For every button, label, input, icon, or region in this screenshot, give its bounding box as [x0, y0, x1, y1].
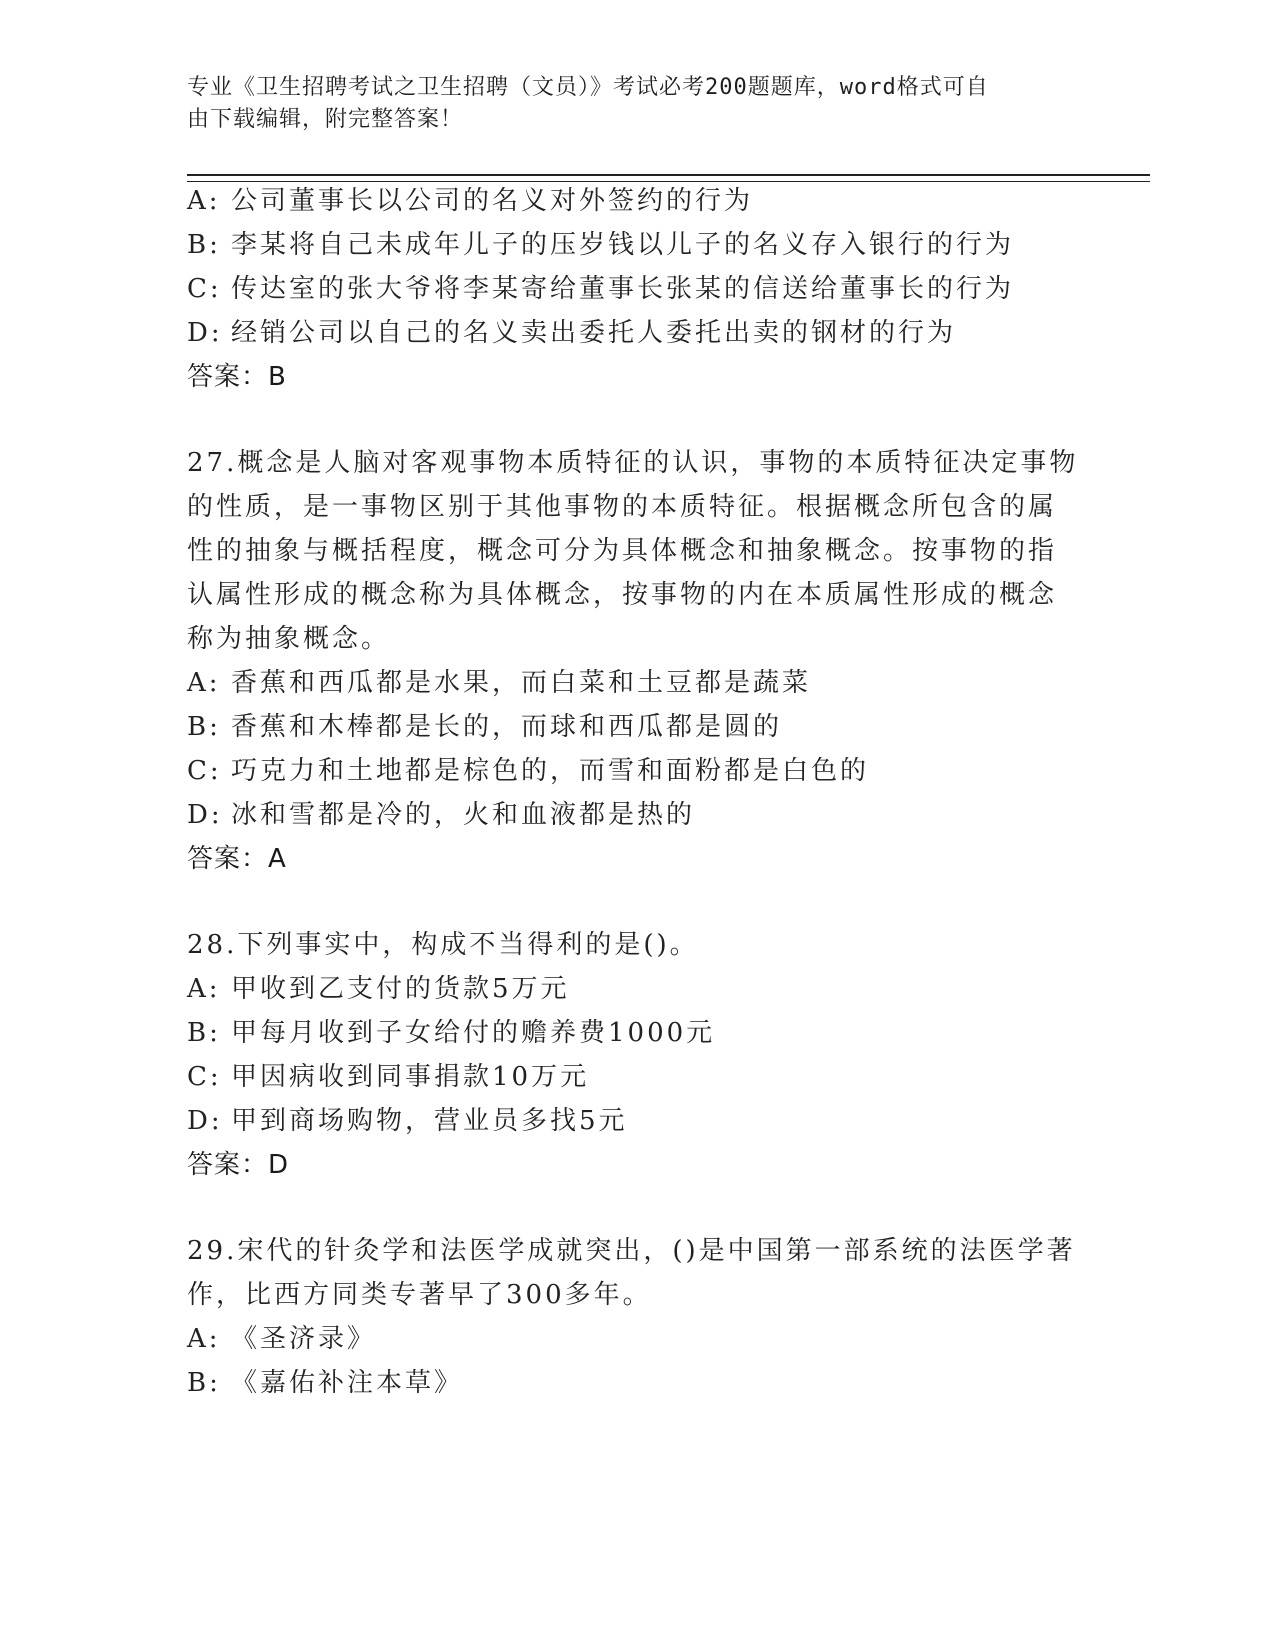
q27-stem-line-5: 称为抽象概念。 — [187, 624, 391, 654]
q29-stem-line-2: 作，比西方同类专著早了300多年。 — [187, 1280, 652, 1310]
q27-option-a: A: 香蕉和西瓜都是水果，而白菜和土豆都是蔬菜 — [187, 668, 812, 698]
header-line-1: 专业《卫生招聘考试之卫生招聘（文员）》考试必考200题题库，word格式可自 — [187, 75, 989, 100]
q28-stem-line-1: 28.下列事实中，构成不当得利的是()。 — [187, 930, 699, 960]
q29-option-b: B: 《嘉佑补注本草》 — [187, 1368, 464, 1398]
q26-option-d: D: 经销公司以自己的名义卖出委托人委托出卖的钢材的行为 — [187, 318, 957, 348]
document-header — [187, 72, 1087, 136]
header-line-2: 由下载编辑，附完整答案！ — [187, 107, 464, 132]
q29-stem-line-1: 29.宋代的针灸学和法医学成就突出，()是中国第一部系统的法医学著 — [187, 1236, 1076, 1266]
q27-option-c: C: 巧克力和土地都是棕色的，而雪和面粉都是白色的 — [187, 756, 870, 786]
header-divider-thin — [187, 181, 1150, 182]
q26-option-c: C: 传达室的张大爷将李某寄给董事长张某的信送给董事长的行为 — [187, 274, 1015, 304]
q26-option-a: A: 公司董事长以公司的名义对外签约的行为 — [187, 186, 754, 216]
q27-stem-line-3: 性的抽象与概括程度，概念可分为具体概念和抽象概念。按事物的指 — [187, 536, 1058, 566]
q28-option-d: D: 甲到商场购物，营业员多找5元 — [187, 1106, 628, 1136]
header-divider-thick — [187, 174, 1150, 176]
q27-stem-line-2: 的性质，是一事物区别于其他事物的本质特征。根据概念所包含的属 — [187, 492, 1058, 522]
q27-stem-line-4: 认属性形成的概念称为具体概念，按事物的内在本质属性形成的概念 — [187, 580, 1058, 610]
q28-option-a: A: 甲收到乙支付的货款5万元 — [187, 974, 570, 1004]
q27-stem-line-1: 27.概念是人脑对客观事物本质特征的认识，事物的本质特征决定事物 — [187, 448, 1079, 478]
q27-answer: 答案：A — [187, 844, 287, 874]
q27-option-b: B: 香蕉和木棒都是长的，而球和西瓜都是圆的 — [187, 712, 783, 742]
q28-option-c: C: 甲因病收到同事捐款10万元 — [187, 1062, 590, 1092]
q27-option-d: D: 冰和雪都是冷的，火和血液都是热的 — [187, 800, 696, 830]
q28-answer: 答案：D — [187, 1150, 290, 1180]
q29-option-a: A: 《圣济录》 — [187, 1324, 377, 1354]
q26-option-b: B: 李某将自己未成年儿子的压岁钱以儿子的名义存入银行的行为 — [187, 230, 1015, 260]
q28-option-b: B: 甲每月收到子女给付的赡养费1000元 — [187, 1018, 716, 1048]
q26-answer: 答案：B — [187, 362, 287, 392]
